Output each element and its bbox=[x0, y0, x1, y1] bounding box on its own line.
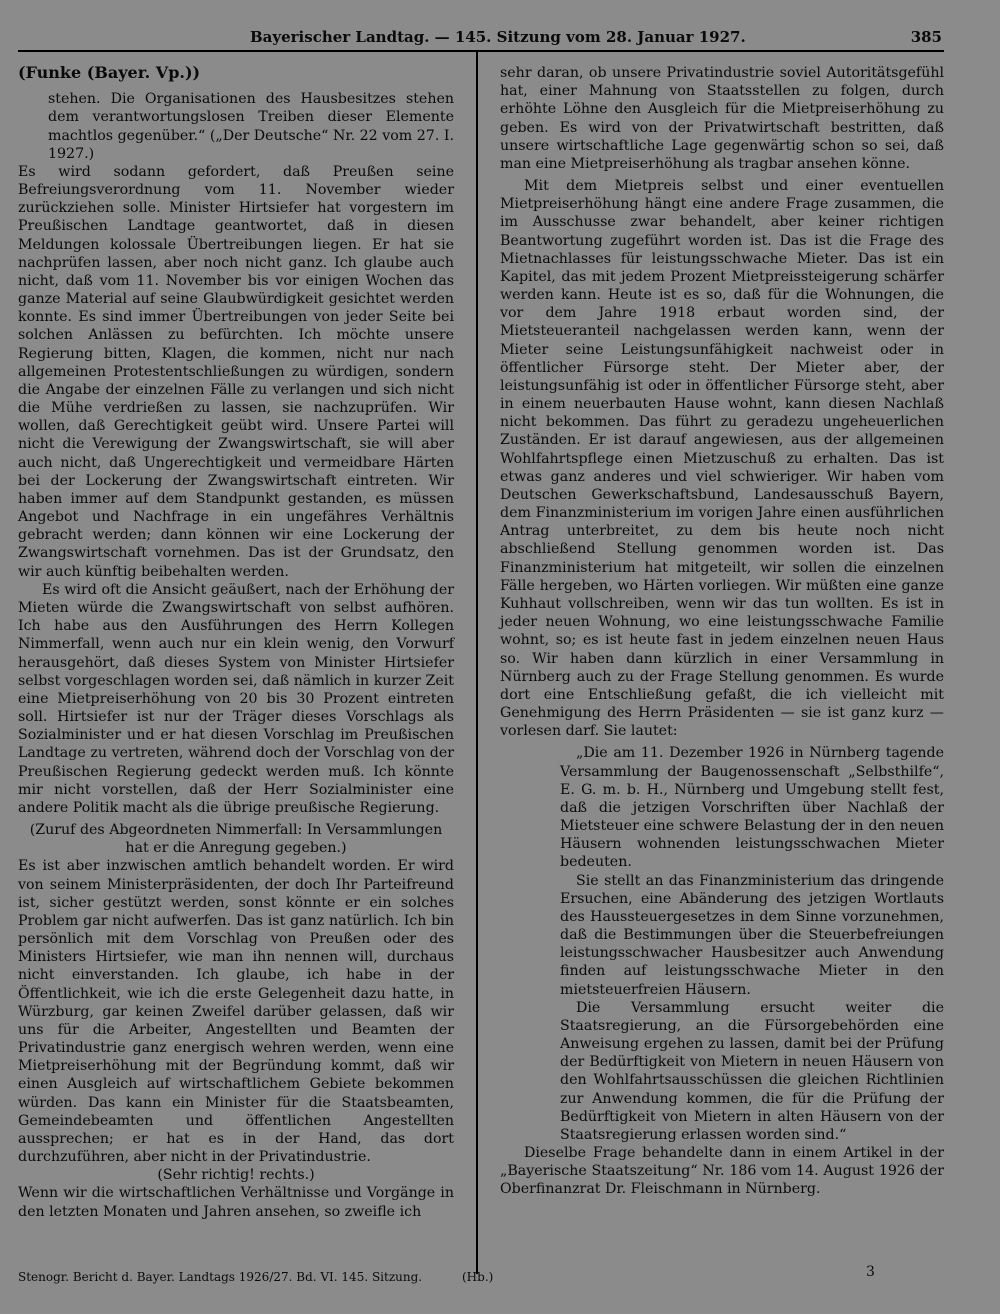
paragraph: Es wird sodann gefordert, daß Preußen seine Befreiungsverordnung vom 11. November wieder zurückziehen solle. Minister Hirtsiefer hat vorgestern im Preußischen Landtage geantwortet, daß in diesen Meldungen kolossale Übertreibungen liegen. Er hat sie nachprüfen lassen, aber noch nicht ganz. Ich glaube auch nicht, daß vom 11. November bis vor einigen Wochen das ganze Material auf seine Glaubwürdigkeit gesichtet werden konnte. Es sind immer Übertreibungen von jeder Seite bei solchen Anlässen zu befürchten. Ich möchte unsere Regierung bitten, Klagen, die kommen, nicht nur nach allgemeinen Protestentschließungen zu würdigen, sondern die Angabe der einzelnen Fälle zu verlangen und sich nicht die Mühe verdrießen zu lassen, sie nachzuprüfen. Wir wollen, daß Gerechtigkeit geübt wird. Unsere Partei will nicht die Verewigung der Zwangswirtschaft, sie will aber auch nicht, daß Ungerechtigkeit und vermeidbare Härten bei der Lockerung der Zwangswirtschaft eintreten. Wir haben immer auf dem Standpunkt gestanden, es müssen Angebot und Nachfrage in ein ungefähres Verhältnis gebracht werden; dann können wir eine Lockerung der Zwangswirtschaft vornehmen. Das ist der Grundsatz, den wir auch künftig beibehalten werden. bbox=[18, 163, 454, 580]
paragraph: Dieselbe Frage behandelte dann in einem Artikel in der „Bayerische Staatszeitung“ Nr. 186 vom 14. August 1926 der Oberfinanzrat Dr. Fleischmann in Nürnberg. bbox=[500, 1145, 944, 1198]
interjection: (Zuruf des Abgeordneten Nimmerfall: In Versammlungen hat er die Anregung gegeben.) bbox=[29, 822, 443, 857]
quote-paragraph: Sie stellt an das Finanzministerium das dringende Ersuchen, eine Abänderung des jetzigen Wortlauts des Haussteuergesetzes in dem Sinne vorzunehmen, daß die Bestimmungen über die Steuerbefreiungen leistungsschwacher Hausbesitzer auch Anwendung finden auf leistungsschwache Mieter in den mietsteuerfreien Häusern. bbox=[560, 872, 944, 998]
quote-paragraph: Die Versammlung ersucht weiter die Staatsregierung, an die Fürsorgebehörden eine Anweisung ergehen zu lassen, damit bei der Prüfung der Bedürftigkeit von Mietern in neuen Häusern von den Wohlfahrtsausschüssen die gleichen Richtlinien zur Anwendung kommen, die für die Prüfung der Bedürftigkeit von Mietern in alten Häusern von der Staatsregierung erlassen worden sind.“ bbox=[560, 999, 944, 1143]
footer-mark: (Hb.) bbox=[462, 1270, 494, 1284]
footer-citation: Stenogr. Bericht d. Bayer. Landtags 1926/27. Bd. VI. 145. Sitzung. bbox=[18, 1270, 423, 1284]
interjection: (Sehr richtig! rechts.) bbox=[157, 1167, 315, 1184]
column-divider bbox=[476, 52, 478, 1274]
paragraph: sehr daran, ob unsere Privatindustrie soviel Autoritätsgefühl hat, einer Mahnung von Staatsstellen zu folgen, durch erhöhte Löhne den Ausgleich für die Mietpreiserhöhung zu geben. Es wird von der Privatwirtschaft bestritten, daß unsere wirtschaftliche Lage gegenwärtig schon so sei, daß man eine Mietpreiserhöhung als tragbar ansehen könne. bbox=[500, 65, 944, 172]
right-column bbox=[500, 64, 944, 1199]
page-number: 385 bbox=[910, 28, 942, 46]
paragraph: Es wird oft die Ansicht geäußert, nach der Erhöhung der Mieten würde die Zwangswirtschaft von selbst aufhören. Ich habe aus den Ausführungen des Herrn Kollegen Nimmerfall, wenn auch nur ein klein wenig, den Vorwurf herausgehört, daß dieses System von Minister Hirtsiefer selbst vorgeschlagen worden sei, daß nämlich in kurzer Zeit eine Mietpreiserhöhung von 20 bis 30 Prozent eintreten soll. Hirtsiefer ist nur der Träger dieses Vorschlags als Sozialminister und er hat diesen Vorschlag im Preußischen Landtage zu vertreten, während doch der Vorschlag von der Preußischen Regierung gedeckt werden muß. Ich könnte mir nicht vorstellen, daß der Herr Sozialminister eine andere Politik macht als die übrige preußische Regierung. bbox=[18, 581, 454, 816]
left-column bbox=[18, 64, 454, 1221]
paragraph: stehen. Die Organisationen des Hausbesitzes stehen dem verantwortungslosen Treiben dieser Elemente machtlos gegenüber.“ („Der Deutsche“ Nr. 22 vom 27. I. 1927.) bbox=[48, 91, 454, 162]
page-header bbox=[0, 26, 1000, 50]
paragraph: Wenn wir die wirtschaftlichen Verhältnisse und Vorgänge in den letzten Monaten und Jahren ansehen, so zweifle ich bbox=[18, 1185, 454, 1220]
page-header-title: Bayerischer Landtag. — 145. Sitzung vom 28. Januar 1927. bbox=[250, 28, 746, 46]
sheet-number: 3 bbox=[866, 1264, 875, 1280]
header-rule bbox=[18, 50, 944, 52]
resolution-quote bbox=[500, 744, 944, 1144]
quote-paragraph: „Die am 11. Dezember 1926 in Nürnberg tagende Versammlung der Baugenossenschaft „Selbsthilfe“, E. G. m. b. H., Nürnberg und Umgebung stellt fest, daß die jetzigen Vorschriften über Nachlaß der Mietsteuer eine schwere Belastung der in den neuen Häusern wohnenden leistungsschwachen Mieter bedeuten. bbox=[560, 745, 944, 871]
paragraph: Es ist aber inzwischen amtlich behandelt worden. Er wird von seinem Ministerpräsidenten, der doch Ihr Parteifreund ist, sicher gestützt werden, sonst könnte er ein solches Problem gar nicht aufwerfen. Das ist ganz natürlich. Ich bin persönlich mit dem Vorschlag von Preußen oder des Ministers Hirtsiefer, wie man ihn nennen will, durchaus nicht einverstanden. Ich glaube, ich habe in der Öffentlichkeit, wie ich die erste Gelegenheit dazu hatte, in Würzburg, gar keinen Zweifel darüber gelassen, daß wir uns für die Arbeiter, Angestellten und Beamten der Privatindustrie ganz energisch wehren werden, wenn eine Mietpreiserhöhung mit der Begründung kommt, daß wir einen Ausgleich auf wirtschaftlichem Gebiete bekommen würden. Das kann ein Minister für die Staatsbeamten, Gemeindebeamten und öffentlichen Angestellten aussprechen; er hat es in der Hand, das dort durchzuführen, aber nicht in der Privatindustrie. bbox=[18, 858, 454, 1166]
paragraph: Mit dem Mietpreis selbst und einer eventuellen Mietpreiserhöhung hängt eine andere Frage zusammen, die im Ausschusse zwar behandelt, aber keiner richtigen Beantwortung zugeführt worden ist. Das ist die Frage des Mietnachlasses für leistungsschwache Mieter. Das ist ein Kapitel, das mit jedem Prozent Mietpreissteigerung schärfer werden kann. Heute ist es so, daß für die Wohnungen, die vor dem Jahre 1918 erbaut worden sind, der Mietsteueranteil nachgelassen werden kann, wenn der Mieter seine Leistungsunfähigkeit nachweist oder in öffentlicher Fürsorge steht. Der Mieter aber, der leistungsunfähig ist oder in öffentlicher Fürsorge steht, aber in einem neuerbauten Hause wohnt, kann diesen Nachlaß nicht bekommen. Das führt zu geradezu ungeheuerlichen Zuständen. Er ist darauf angewiesen, aus der allgemeinen Wohlfahrtspflege einen Mietzuschuß zu erhalten. Das ist etwas ganz anderes und viel schwieriger. Wir haben vom Deutschen Gewerkschaftsbund, Landesausschuß Bayern, dem Finanzministerium im vorigen Jahre einen ausführlichen Antrag unterbreitet, zu dem bis heute noch nicht abschließend Stellung genommen worden ist. Das Finanzministerium hat mitgeteilt, wir sollen die einzelnen Fälle hergeben, wo Härten vorliegen. Wir müßten eine ganze Kuhhaut vollschreiben, wenn wir das tun wollten. Es ist in jeder neuen Wohnung, wo eine leistungsschwache Familie wohnt, so; es ist heute fast in jedem einzelnen neuen Haus so. Wir haben dann kürzlich in einer Versammlung in Nürnberg auch zu der Frage Stellung genommen. Es wurde dort eine Entschließung gefaßt, die ich vielleicht mit Genehmigung des Herrn Präsidenten — sie ist ganz kurz — vorlesen darf. Sie lautet: bbox=[500, 178, 944, 740]
page-footer bbox=[18, 1264, 944, 1290]
speaker-label: (Funke (Bayer. Vp.)) bbox=[18, 63, 201, 82]
